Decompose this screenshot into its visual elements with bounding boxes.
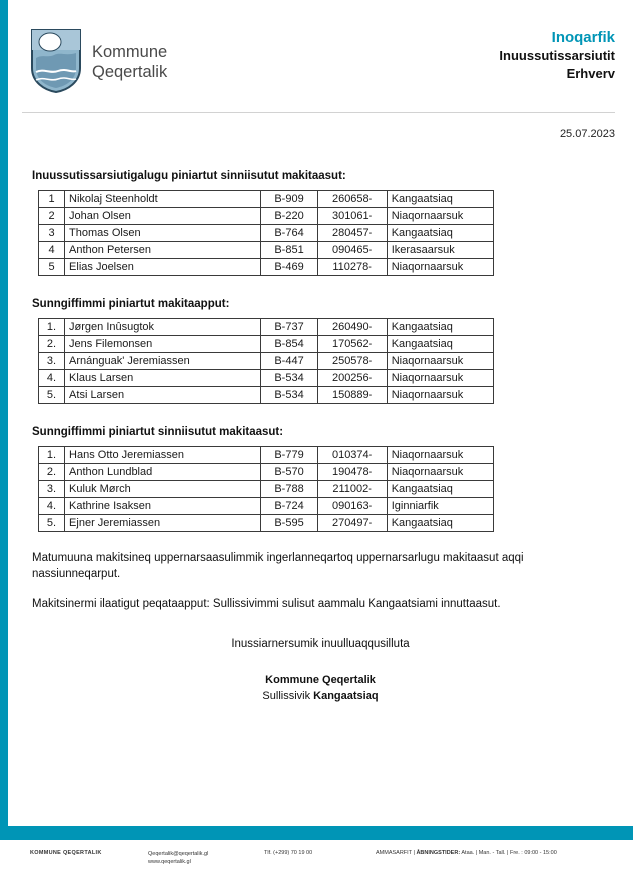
row-id: 260490- — [317, 319, 387, 336]
signature-office — [32, 688, 609, 704]
row-id: 110278- — [317, 259, 387, 276]
table-row — [39, 225, 494, 242]
footer-phone: Tlf. (+299) 70 19 00 — [264, 850, 313, 856]
left-accent-bar — [0, 0, 8, 826]
table-row — [39, 464, 494, 481]
row-number: 5. — [39, 515, 65, 532]
row-bnum: B-447 — [261, 353, 317, 370]
section-title-3: Sunngiffimmi piniartut sinniisutut makitaasut: — [32, 426, 284, 438]
row-number: 3. — [39, 353, 65, 370]
row-id: 090465- — [317, 242, 387, 259]
document-date: 25.07.2023 — [559, 128, 615, 140]
table-row — [39, 387, 494, 404]
row-id: 280457- — [317, 225, 387, 242]
table-row — [39, 319, 494, 336]
row-place: Niaqornaarsuk — [387, 464, 493, 481]
row-bnum: B-909 — [261, 191, 317, 208]
row-bnum: B-764 — [261, 225, 317, 242]
row-place: Iginniarfik — [387, 498, 493, 515]
row-place: Niaqornaarsuk — [387, 447, 493, 464]
header-title-inoqarfik: Inoqarfik — [551, 29, 615, 46]
row-name: Ejner Jeremiassen — [65, 515, 261, 532]
table-row — [39, 515, 494, 532]
table-row — [39, 259, 494, 276]
row-bnum: B-595 — [261, 515, 317, 532]
table-row — [39, 208, 494, 225]
row-place: Niaqornaarsuk — [387, 370, 493, 387]
row-name: Jens Filemonsen — [65, 336, 261, 353]
footer-email[interactable]: Qeqertalik@qeqertalik.gl — [148, 851, 209, 857]
row-bnum: B-724 — [261, 498, 317, 515]
coat-of-arms-icon — [30, 28, 82, 94]
row-bnum: B-469 — [261, 259, 317, 276]
row-number: 1. — [39, 319, 65, 336]
row-place: Niaqornaarsuk — [387, 387, 493, 404]
row-name: Klaus Larsen — [65, 370, 261, 387]
logo-group — [30, 28, 167, 94]
row-id: 260658- — [317, 191, 387, 208]
document-body — [8, 170, 633, 704]
table-row — [39, 447, 494, 464]
signature-office-prefix: Sullissivik — [262, 690, 314, 702]
row-place: Kangaatsiaq — [387, 191, 493, 208]
row-name: Kathrine Isaksen — [65, 498, 261, 515]
paragraph-2: Makitsinermi ilaatigut peqataapput: Sullissivimmi sulisut aammalu Kangaatsiami innuttaasut. — [32, 598, 501, 610]
document-header — [8, 0, 633, 110]
closing-greeting: Inussiarnersumik inuulluaqqusilluta — [231, 638, 410, 650]
table-row — [39, 336, 494, 353]
row-number: 3 — [39, 225, 65, 242]
row-number: 5. — [39, 387, 65, 404]
row-bnum: B-737 — [261, 319, 317, 336]
document-footer — [0, 840, 633, 877]
row-number: 4. — [39, 498, 65, 515]
row-name: Johan Olsen — [65, 208, 261, 225]
row-name: Kuluk Mørch — [65, 481, 261, 498]
row-number: 2. — [39, 464, 65, 481]
row-id: 150889- — [317, 387, 387, 404]
row-id: 090163- — [317, 498, 387, 515]
row-name: Atsi Larsen — [65, 387, 261, 404]
row-id: 010374- — [317, 447, 387, 464]
table-row — [39, 498, 494, 515]
signature-organization: Kommune Qeqertalik — [265, 674, 376, 686]
row-place: Kangaatsiaq — [387, 515, 493, 532]
row-id: 170562- — [317, 336, 387, 353]
row-bnum: B-779 — [261, 447, 317, 464]
table-row — [39, 481, 494, 498]
footer-hours-prefix: AMMASARFIT | — [376, 850, 417, 856]
table-row — [39, 191, 494, 208]
row-bnum: B-570 — [261, 464, 317, 481]
row-name: Elias Joelsen — [65, 259, 261, 276]
header-title-inuussutissarsiutit: Inuussutissarsiutit — [499, 48, 615, 63]
spacer — [32, 404, 609, 426]
footer-website[interactable]: www.qeqertalik.gl — [148, 859, 191, 865]
row-place: Ikerasaarsuk — [387, 242, 493, 259]
row-id: 270497- — [317, 515, 387, 532]
row-number: 1 — [39, 191, 65, 208]
brand-line-2: Qeqertalik — [92, 63, 168, 81]
paragraph-1: Matumuuna makitsineq uppernarsaasulimmik ingerlanneqartoq uppernarsarlugu makitaasut aqqi nassiunneqarput. — [32, 552, 524, 580]
footer-hours-label: ÅBNINGSTIDER: — [416, 850, 461, 856]
row-bnum: B-534 — [261, 387, 317, 404]
brand-name — [92, 28, 167, 82]
row-number: 4. — [39, 370, 65, 387]
row-number: 2 — [39, 208, 65, 225]
row-place: Niaqornaarsuk — [387, 353, 493, 370]
table-row — [39, 353, 494, 370]
footer-hours-value: Ataa. | Man. - Tall. | Fre. : 09:00 - 15:00 — [460, 850, 557, 856]
row-place: Kangaatsiaq — [387, 336, 493, 353]
row-name: Nikolaj Steenholdt — [65, 191, 261, 208]
row-bnum: B-220 — [261, 208, 317, 225]
row-id: 250578- — [317, 353, 387, 370]
row-name: Anthon Petersen — [65, 242, 261, 259]
row-id: 190478- — [317, 464, 387, 481]
row-place: Niaqornaarsuk — [387, 259, 493, 276]
row-number: 3. — [39, 481, 65, 498]
footer-accent-bar — [0, 826, 633, 840]
row-id: 301061- — [317, 208, 387, 225]
section-title-2: Sunngiffimmi piniartut makitaapput: — [32, 298, 230, 310]
spacer — [32, 276, 609, 298]
row-name: Jørgen Inûsugtok — [65, 319, 261, 336]
signature-office-name: Kangaatsiaq — [313, 690, 379, 702]
header-title-erhverv: Erhverv — [566, 66, 615, 81]
row-bnum: B-788 — [261, 481, 317, 498]
spacer — [32, 532, 609, 550]
row-bnum: B-851 — [261, 242, 317, 259]
table-section-1 — [38, 190, 494, 276]
row-place: Niaqornaarsuk — [387, 208, 493, 225]
row-id: 200256- — [317, 370, 387, 387]
row-number: 2. — [39, 336, 65, 353]
table-section-3 — [38, 446, 494, 532]
row-place: Kangaatsiaq — [387, 225, 493, 242]
row-number: 1. — [39, 447, 65, 464]
header-right-titles — [499, 28, 615, 83]
row-number: 5 — [39, 259, 65, 276]
row-number: 4 — [39, 242, 65, 259]
row-bnum: B-854 — [261, 336, 317, 353]
row-id: 211002- — [317, 481, 387, 498]
header-divider — [22, 112, 615, 113]
table-row — [39, 242, 494, 259]
row-name: Arnánguak' Jeremiassen — [65, 353, 261, 370]
table-section-2 — [38, 318, 494, 404]
row-place: Kangaatsiaq — [387, 319, 493, 336]
footer-contact — [148, 850, 208, 866]
brand-line-1: Kommune — [92, 43, 168, 61]
signature-block — [32, 672, 609, 704]
row-name: Thomas Olsen — [65, 225, 261, 242]
row-bnum: B-534 — [261, 370, 317, 387]
row-name: Anthon Lundblad — [65, 464, 261, 481]
row-place: Kangaatsiaq — [387, 481, 493, 498]
footer-org: KOMMUNE QEQERTALIK — [30, 850, 102, 856]
section-title-1: Inuussutissarsiutigalugu piniartut sinniisutut makitaasut: — [32, 170, 346, 182]
row-name: Hans Otto Jeremiassen — [65, 447, 261, 464]
footer-opening-hours — [376, 850, 557, 856]
table-row — [39, 370, 494, 387]
